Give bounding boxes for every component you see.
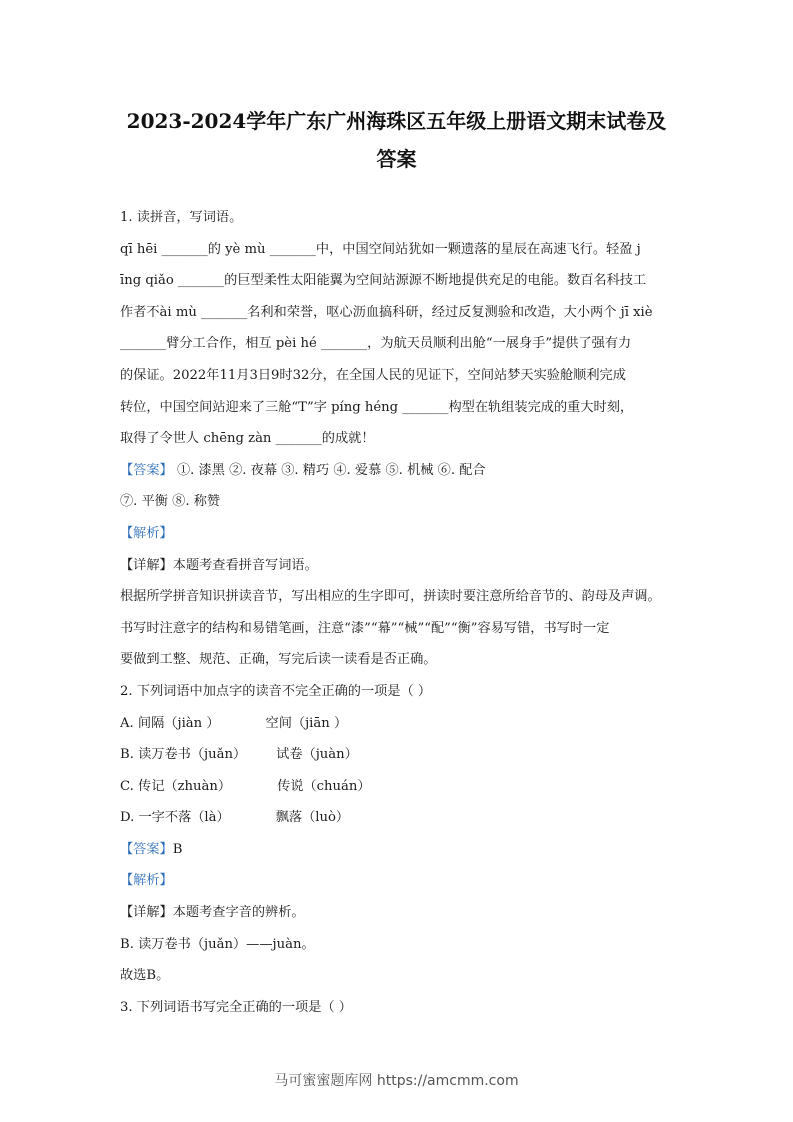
q2-option-a [120,708,676,740]
q1-passage-line: īng qiǎo _______的巨型柔性太阳能翼为空间站源源不断地提供充足的电能。数百名科技工 [120,273,647,289]
dotted-char: 卷 [164,929,177,961]
word-text: 记（zhuàn） [151,778,232,794]
q2-explanation [120,929,676,961]
q2-option-d [120,802,676,834]
dotted-char: 传 [138,771,151,803]
answer-tag: 【答案】 [120,841,173,857]
q1-answer-line [120,455,676,487]
q2-conclusion: 故选B。 [120,968,170,984]
analysis-tag: 【解析】 [120,525,173,541]
word-text: 试 [276,747,290,763]
document-title [60,102,733,178]
option-prefix: C. [120,778,139,794]
dotted-char: 落 [178,802,191,834]
q1-passage-line: 转位，中国空间站迎来了三舱“T”字 píng héng _______构型在轨组装完成的重大时刻， [120,399,634,415]
q1-answer-line-2: ⑦. 平衡 ⑧. 称赞 [120,494,221,510]
option-prefix: B. [120,747,139,763]
analysis-tag: 【解析】 [120,873,173,889]
q2-option-b [120,739,676,771]
q2-answer-text: B [172,841,183,857]
word-text: 书（juǎn） [177,747,247,763]
option-prefix: D. [120,810,139,826]
q1-answer-text: ①. 漆黑 ②. 夜幕 ③. 精巧 ④. 爱慕 ⑤. 机械 ⑥. 配合 [172,462,486,478]
q1-passage-line: 的保证。2022年11月3日9时32分，在全国人民的见证下，空间站梦天实验舱顺利完成 [120,367,626,383]
word-text: 一字不 [138,810,179,826]
q2-stem: 2. 下列词语中加点字的读音不完全正确的一项是（ ） [120,683,432,699]
dotted-char: 间 [279,708,292,740]
q1-explain-line: 书写时注意字的结构和易错笔画，注意“漆”“幕”“械”“配”“衡”容易写错，书写时一定 [120,620,610,636]
document-body [120,202,676,1023]
answer-tag: 【答案】 [120,462,173,478]
dotted-char: 间 [138,708,151,740]
q1-passage-line: 作者不ài mù _______名利和荣誉，呕心沥血搞科研，经过反复测验和改造，大小两个 jī xiè [120,304,653,320]
word-text: B. 读万 [120,936,165,952]
word-text: （jiān ） [291,715,348,731]
option-prefix: A. [120,715,138,731]
dotted-char: 传 [277,771,290,803]
word-text: 说（chuán） [290,778,371,794]
word-text: （luò） [302,810,350,826]
word-text: 隔（jiàn ） [151,715,220,731]
q1-detail: 【详解】本题考查看拼音写词语。 [120,557,318,573]
q2-option-c [120,771,676,803]
word-text: （là） [191,810,230,826]
dotted-char: 卷 [164,739,177,771]
title-line-1: 2023-2024学年广东广州海珠区五年级上册语文期末试卷及 [126,109,667,133]
dotted-char: 卷 [289,739,302,771]
q3-stem: 3. 下列词语书写完全正确的一项是（ ） [120,999,352,1015]
word-text: 书（juǎn）——juàn。 [177,936,315,952]
page-footer: 马可蜜蜜题库网 https://amcmm.com [274,1073,519,1089]
q1-stem: 1. 读拼音，写词语。 [120,210,243,225]
q1-passage-line: 取得了令世人 chēng zàn _______的成就！ [120,431,375,447]
word-text: 读万 [138,747,165,763]
q2-answer-line [120,834,676,866]
q1-explain-line: 根据所学拼音知识拼读音节，写出相应的生字即可，拼读时要注意所给音节的、韵母及声调。 [120,589,661,605]
word-text: 空 [265,715,279,731]
dotted-char: 落 [289,802,302,834]
q1-passage-line: qī hēi _______的 yè mù _______中，中国空间站犹如一颗遗落的星辰在高速飞行。轻盈 j [120,241,641,257]
word-text: （juàn） [302,747,358,763]
q2-detail: 【详解】本题考查字音的辨析。 [120,905,305,921]
q1-explain-line: 要做到工整、规范、正确，写完后读一读看是否正确。 [120,652,437,668]
word-text: 飘 [275,810,289,826]
title-line-2: 答案 [376,147,417,171]
q1-passage-line: _______臂分工合作，相互 pèi hé _______，为航天员顺利出舱“一展身手”提供了强有力 [120,336,632,352]
